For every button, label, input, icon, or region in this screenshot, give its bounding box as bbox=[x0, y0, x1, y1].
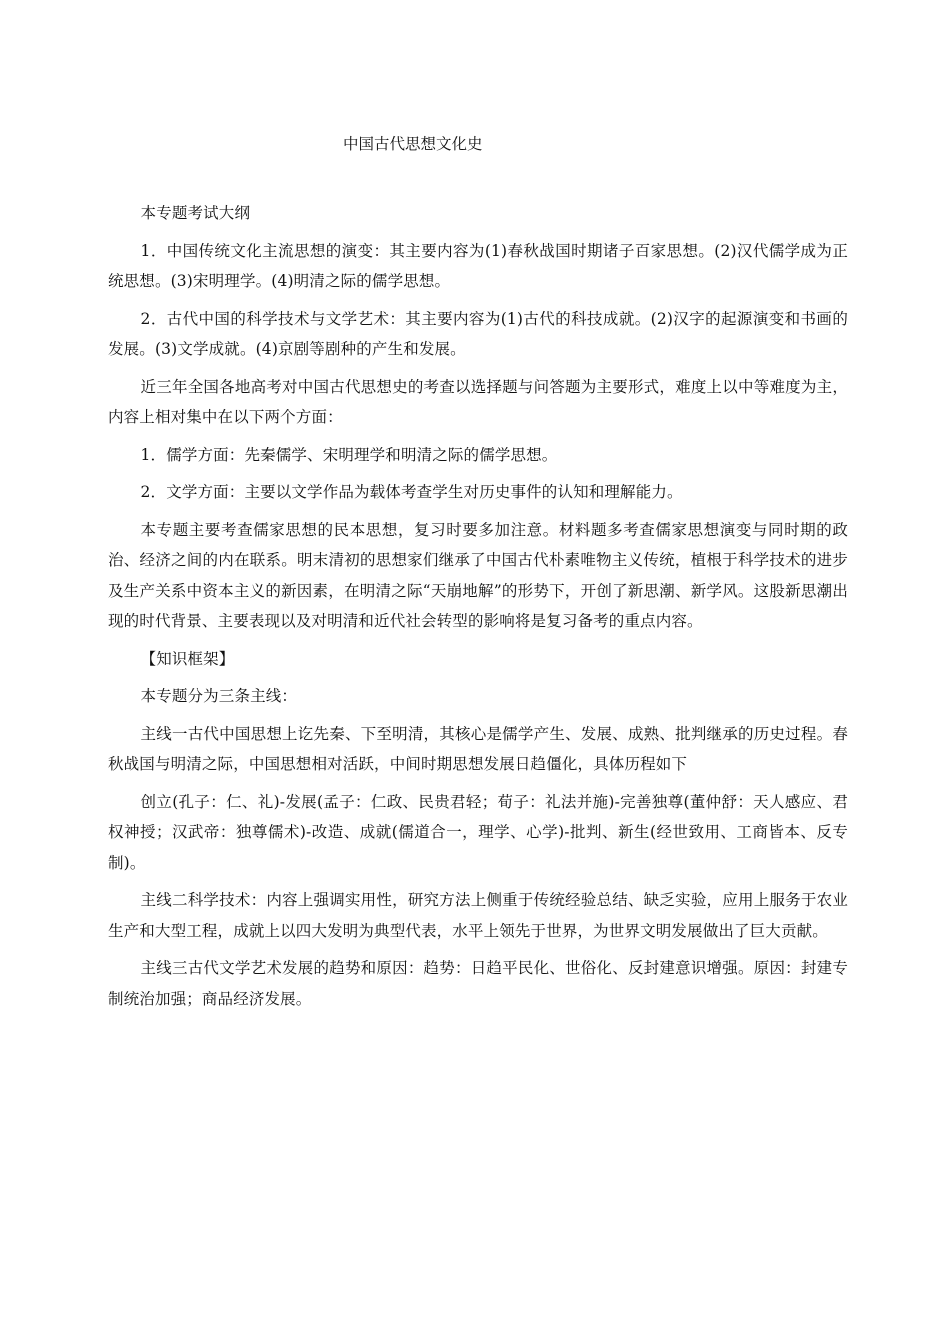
mainline-2-paragraph: 主线二科学技术：内容上强调实用性，研究方法上侧重于传统经验总结、缺乏实验，应用上服务于农业生产和大型工程，成就上以四大发明为典型代表，水平上领先于世界，为世界文明发展做出了巨大贡献。 bbox=[108, 891, 848, 940]
outline-item-1: 1．中国传统文化主流思想的演变：其主要内容为(1)春秋战国时期诸子百家思想。(2)汉代儒学成为正统思想。(3)宋明理学。(4)明清之际的儒学思想。 bbox=[108, 241, 848, 290]
focus-item-2: 2．文学方面：主要以文学作品为载体考查学生对历史事件的认知和理解能力。 bbox=[140, 483, 683, 501]
key-content-paragraph: 本专题主要考查儒家思想的民本思想，复习时要多加注意。材料题多考查儒家思想演变与同时期的政治、经济之间的内在联系。明末清初的思想家们继承了中国古代朴素唯物主义传统，植根于科学技术的进步及生产关系中资本主义的新因素，在明清之际“天崩地解”的形势下，开创了新思潮、新学风。这股新思潮出现的时代背景、主要表现以及对明清和近代社会转型的影响将是复习备考的重点内容。 bbox=[108, 520, 848, 630]
mainline-3-paragraph: 主线三古代文学艺术发展的趋势和原因：趋势：日趋平民化、世俗化、反封建意识增强。原因：封建专制统治加强；商品经济发展。 bbox=[108, 959, 848, 1008]
document-body bbox=[108, 198, 848, 1014]
three-mainlines-intro: 本专题分为三条主线： bbox=[140, 687, 298, 705]
section-heading-exam-outline: 本专题考试大纲 bbox=[140, 204, 251, 222]
outline-item-2: 2．古代中国的科学技术与文学艺术：其主要内容为(1)古代的科技成就。(2)汉字的起源演变和书画的发展。(3)文学成就。(4)京剧等剧种的产生和发展。 bbox=[108, 309, 848, 358]
mainline-1-paragraph: 主线一古代中国思想上讫先秦、下至明清，其核心是儒学产生、发展、成熟、批判继承的历史过程。春秋战国与明清之际，中国思想相对活跃，中间时期思想发展日趋僵化，具体历程如下 bbox=[108, 724, 848, 773]
document-title: 中国古代思想文化史 bbox=[343, 135, 483, 153]
exam-trend-paragraph: 近三年全国各地高考对中国古代思想史的考查以选择题与问答题为主要形式，难度上以中等难度为主，内容上相对集中在以下两个方面： bbox=[108, 377, 848, 426]
focus-item-1: 1．儒学方面：先秦儒学、宋明理学和明清之际的儒学思想。 bbox=[140, 445, 558, 464]
confucian-development-paragraph: 创立(孔子：仁、礼)-发展(孟子：仁政、民贵君轻；荀子：礼法并施)-完善独尊(董仲舒：天人感应、君权神授；汉武帝：独尊儒术)-改造、成就(儒道合一，理学、心学)-批判、新生(经世致用、工商皆本、反专制)。 bbox=[108, 792, 848, 872]
section-heading-knowledge-framework: 【知识框架】 bbox=[140, 649, 235, 668]
